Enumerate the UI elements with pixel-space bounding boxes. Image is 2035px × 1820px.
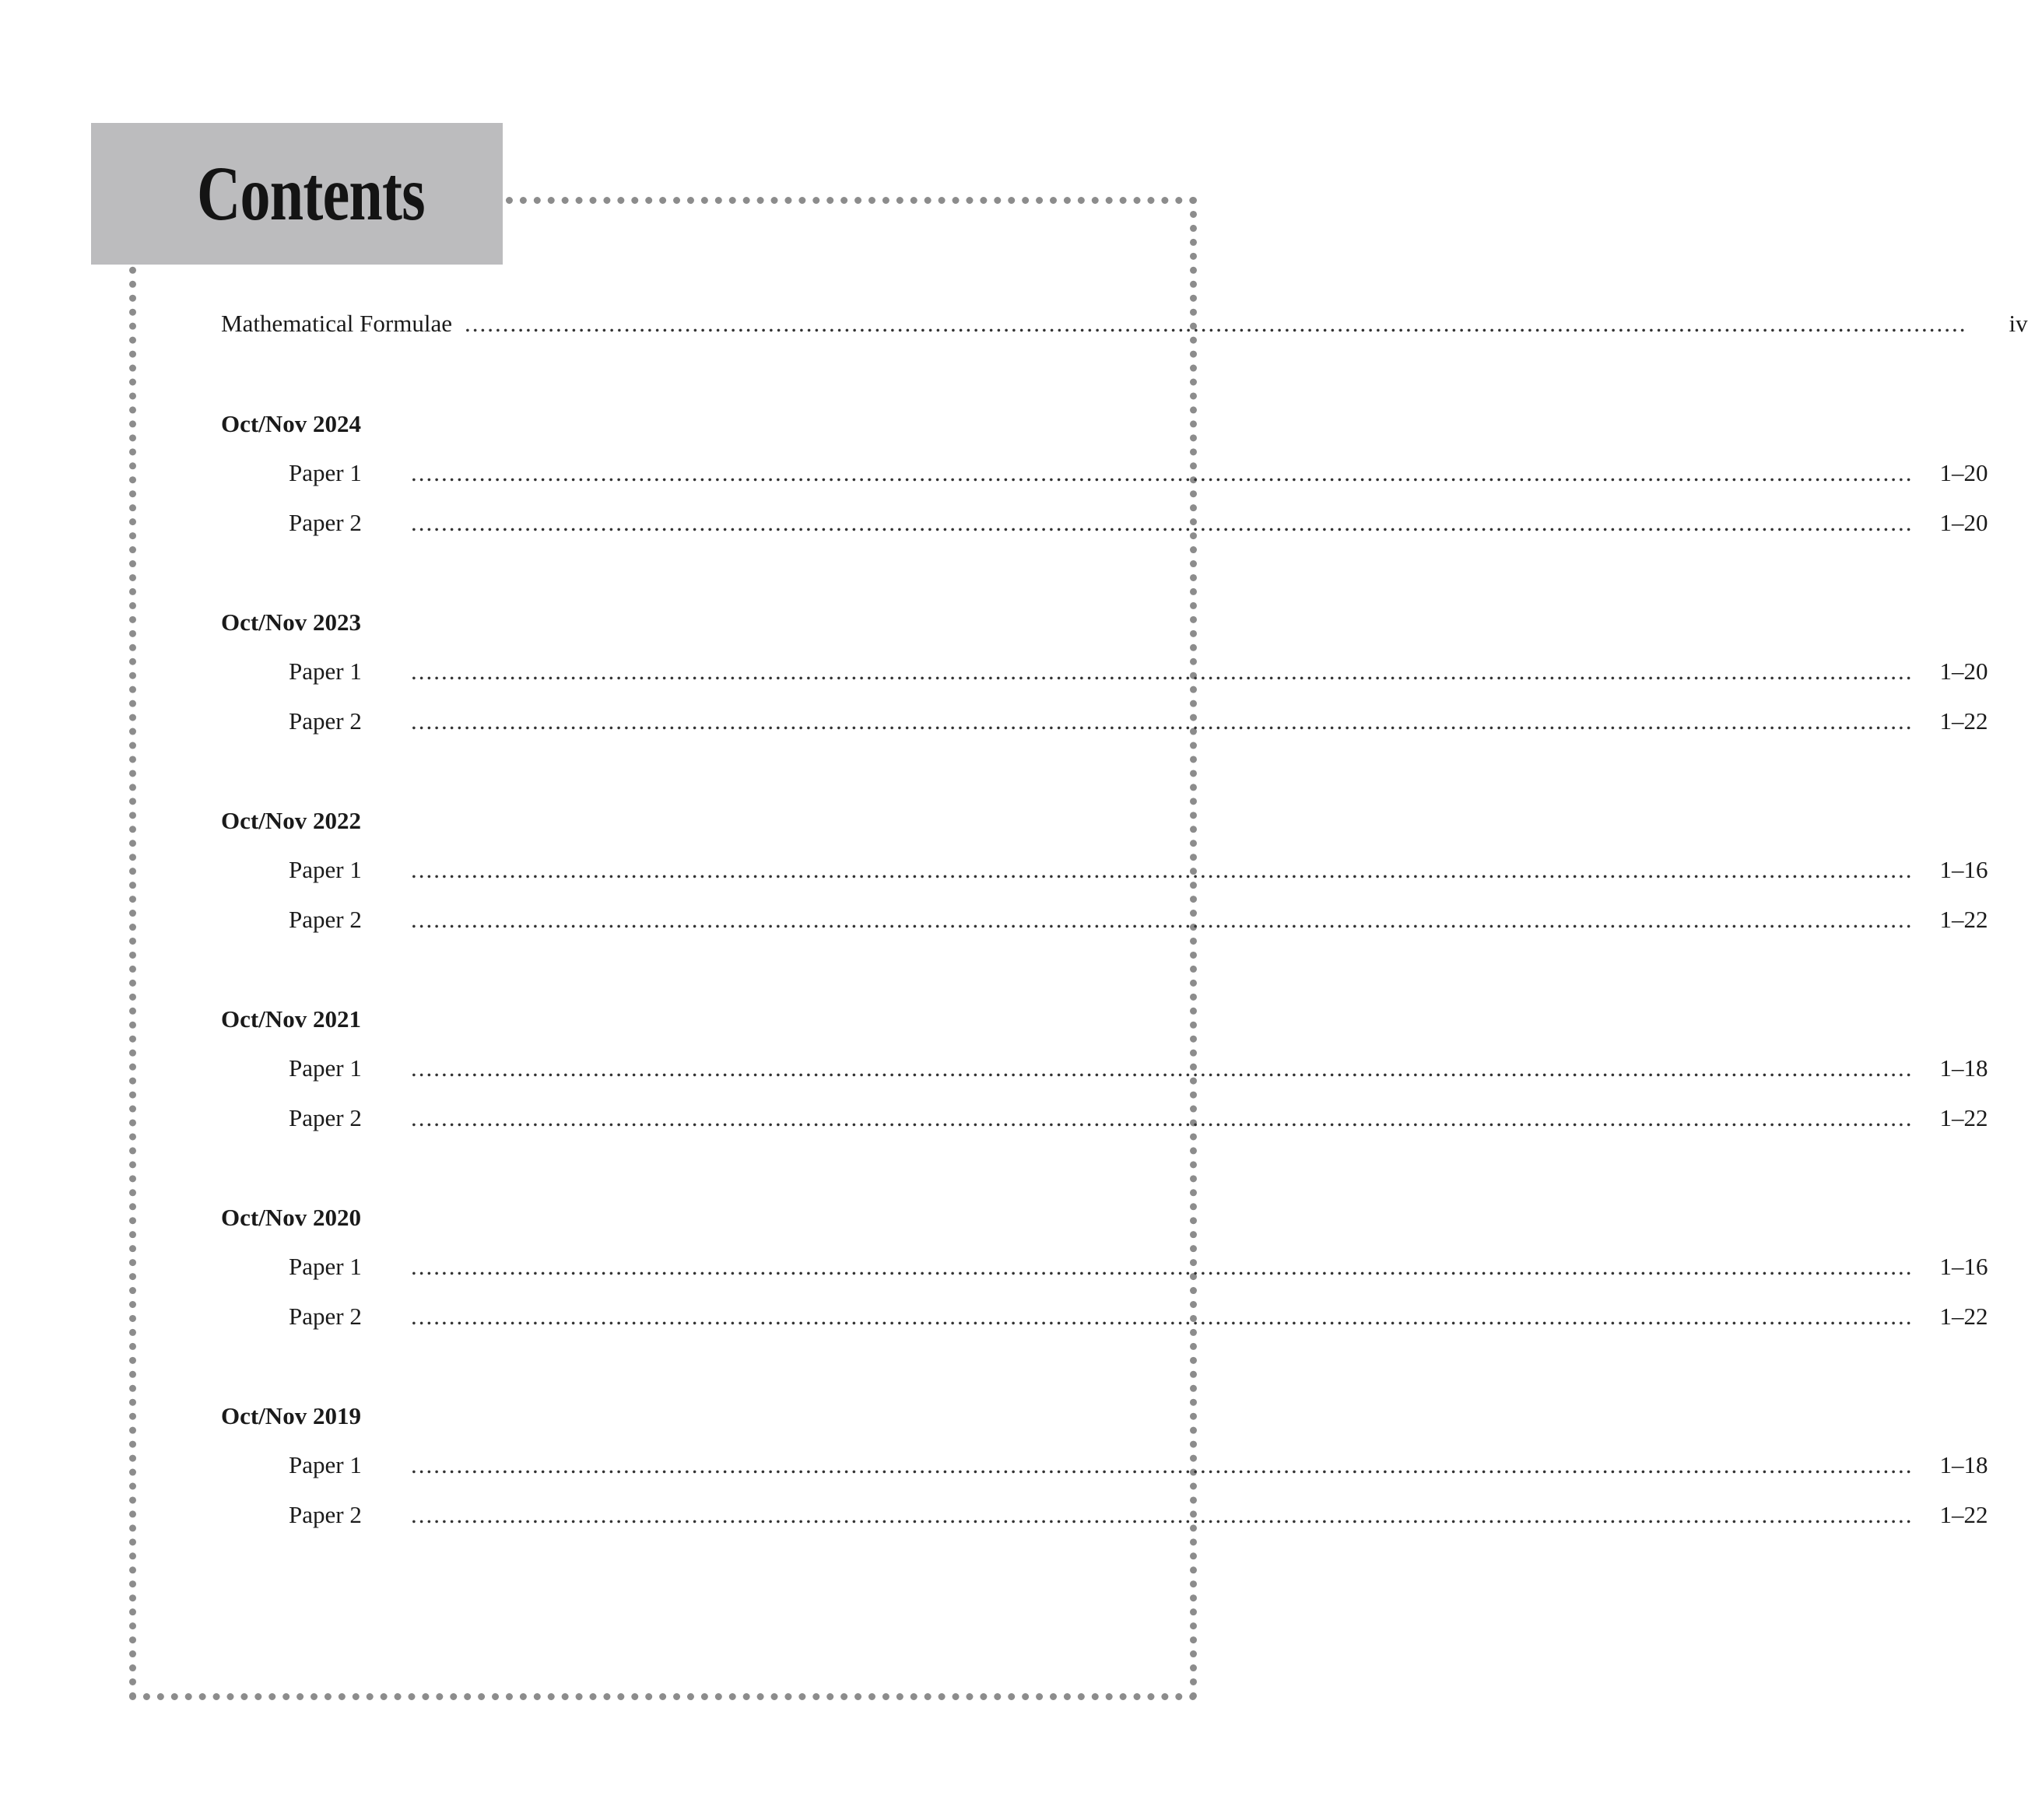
toc-entry-label: Paper 1 <box>289 1054 362 1082</box>
toc-entry-page: iv <box>2009 310 2028 337</box>
toc-entry-mathematical-formulae[interactable] <box>221 310 2028 338</box>
dot-leader: ...................................................................................................................................................................................................... <box>411 459 1914 486</box>
dot-leader: ...................................................................................................................................................................................................... <box>464 310 1967 337</box>
toc-entry-page: 1–20 <box>1939 509 1988 536</box>
toc-entry[interactable] <box>289 1253 1988 1281</box>
toc-entry[interactable] <box>289 707 1988 735</box>
toc-entry-label: Paper 1 <box>289 1253 362 1280</box>
toc-entry[interactable] <box>289 509 1988 537</box>
toc-entry-label: Paper 1 <box>289 658 362 685</box>
toc-entry-page: 1–22 <box>1939 906 1988 933</box>
toc-entry[interactable] <box>289 856 1988 884</box>
section-heading: Oct/Nov 2022 <box>221 807 361 834</box>
toc-entry-page: 1–20 <box>1939 459 1988 486</box>
dot-leader: ...................................................................................................................................................................................................... <box>411 856 1914 883</box>
dot-leader: ...................................................................................................................................................................................................... <box>411 1104 1914 1131</box>
dot-leader: ...................................................................................................................................................................................................... <box>411 658 1914 685</box>
toc-entry-label: Paper 1 <box>289 1451 362 1478</box>
toc-entry[interactable] <box>289 1451 1988 1479</box>
dot-leader: ...................................................................................................................................................................................................... <box>411 1501 1914 1528</box>
toc-entry[interactable] <box>289 459 1988 487</box>
toc-entry[interactable] <box>289 1303 1988 1331</box>
dot-leader: ...................................................................................................................................................................................................... <box>411 906 1914 933</box>
toc-entry-label: Mathematical Formulae <box>221 310 452 337</box>
toc-entry-page: 1–20 <box>1939 658 1988 685</box>
dot-leader: ...................................................................................................................................................................................................... <box>411 707 1914 735</box>
toc-entry-page: 1–22 <box>1939 1501 1988 1528</box>
dot-leader: ...................................................................................................................................................................................................... <box>411 1451 1914 1478</box>
section-heading: Oct/Nov 2021 <box>221 1005 361 1033</box>
toc-entry-label: Paper 1 <box>289 856 362 883</box>
toc-entry-page: 1–18 <box>1939 1451 1988 1478</box>
toc-entry-page: 1–22 <box>1939 1303 1988 1330</box>
toc-entry-label: Paper 2 <box>289 1104 362 1131</box>
toc-entry-label: Paper 2 <box>289 1303 362 1330</box>
title-banner <box>91 123 503 265</box>
toc-entry-label: Paper 2 <box>289 707 362 735</box>
toc-entry[interactable] <box>289 1104 1988 1132</box>
toc-entry-label: Paper 1 <box>289 459 362 486</box>
toc-entry-page: 1–22 <box>1939 1104 1988 1131</box>
dot-leader: ...................................................................................................................................................................................................... <box>411 1253 1914 1280</box>
toc-entry-page: 1–16 <box>1939 856 1988 883</box>
section-heading: Oct/Nov 2019 <box>221 1402 361 1429</box>
page-title: Contents <box>197 150 425 237</box>
section-heading: Oct/Nov 2020 <box>221 1204 361 1231</box>
section-heading: Oct/Nov 2024 <box>221 410 361 437</box>
toc-entry-page: 1–18 <box>1939 1054 1988 1082</box>
toc-entry-label: Paper 2 <box>289 509 362 536</box>
dot-leader: ...................................................................................................................................................................................................... <box>411 509 1914 536</box>
toc-entry[interactable] <box>289 1054 1988 1082</box>
section-heading: Oct/Nov 2023 <box>221 608 361 636</box>
toc-entry[interactable] <box>289 906 1988 934</box>
toc-entry-page: 1–22 <box>1939 707 1988 735</box>
toc-entry[interactable] <box>289 658 1988 686</box>
toc-entry-label: Paper 2 <box>289 906 362 933</box>
toc-entry-page: 1–16 <box>1939 1253 1988 1280</box>
dot-leader: ...................................................................................................................................................................................................... <box>411 1054 1914 1082</box>
dot-leader: ...................................................................................................................................................................................................... <box>411 1303 1914 1330</box>
toc-entry[interactable] <box>289 1501 1988 1529</box>
toc-entry-label: Paper 2 <box>289 1501 362 1528</box>
